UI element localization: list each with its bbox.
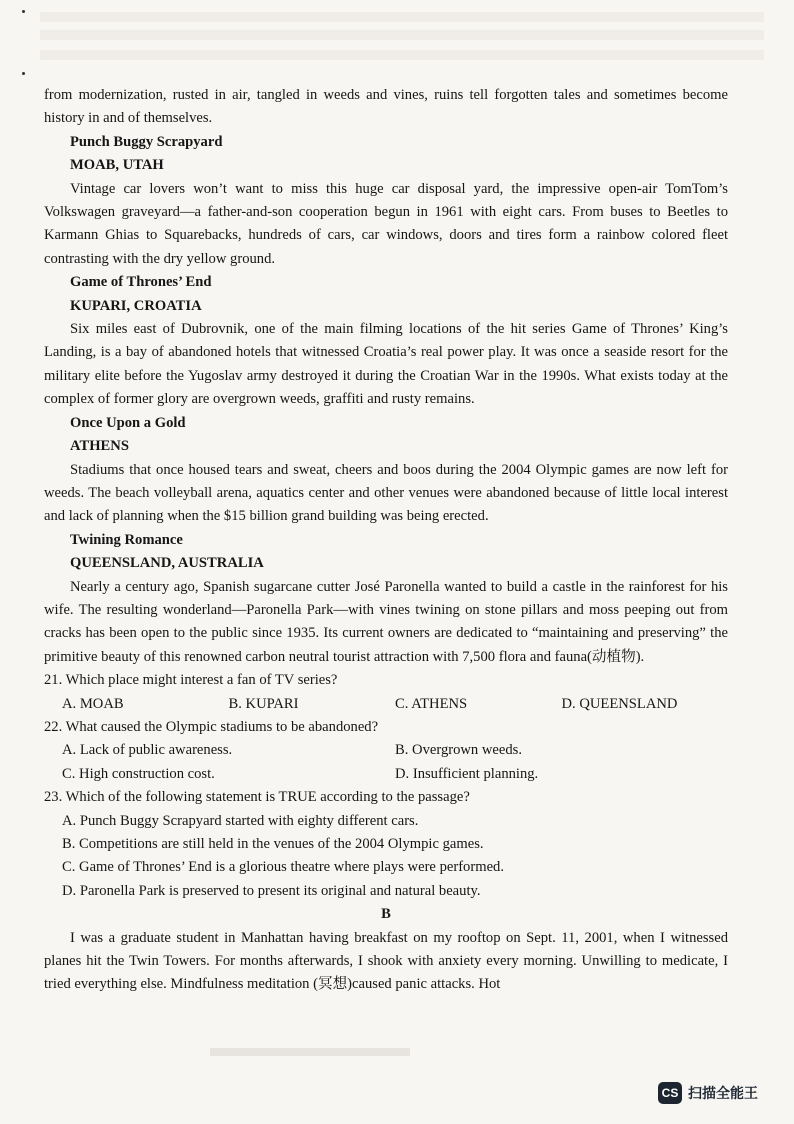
option: A. Punch Buggy Scrapyard started with eighty different cars.	[62, 812, 419, 829]
watermark-label: 扫描全能王	[688, 1086, 758, 1102]
section-text: Six miles east of Dubrovnik, one of the main filming locations of the hit series Game of Thrones’ King’s Landing, is a bay of abandoned hotels that witnessed Croatia’s real power play. It was once a seaside resort for the military elite before the Yugoslav army destroyed it during the Croatian War in the 1990s. What exists today at the complex of former glory are overgrown weeds, graffiti and rusty remains.	[44, 321, 728, 408]
passage-b-heading: B	[381, 906, 391, 923]
scanner-watermark	[658, 1082, 758, 1104]
passage-a-intro: from modernization, rusted in air, tangled in weeds and vines, ruins tell forgotten tales and sometimes become history in and of themselves.	[44, 87, 728, 127]
passage-b-text: I was a graduate student in Manhattan having breakfast on my rooftop on Sept. 11, 2001, when I witnessed planes hit the Twin Towers. For months afterwards, I shook with anxiety every morning. Unwilling to medicate, I tried everything else. Mindfulness meditation (冥想)caused panic attacks. Hot	[44, 929, 728, 993]
option: A. MOAB	[62, 695, 124, 712]
option: B. Overgrown weeds.	[395, 742, 522, 759]
question-options	[44, 693, 728, 716]
section-location: KUPARI, CROATIA	[70, 297, 202, 314]
camscanner-logo-icon: CS	[658, 1082, 682, 1104]
option: C. ATHENS	[395, 695, 468, 712]
section-title: Twining Romance	[70, 531, 183, 548]
document-page	[44, 84, 728, 997]
section-title: Game of Thrones’ End	[70, 274, 212, 291]
section-location: MOAB, UTAH	[70, 157, 164, 174]
question-stem: 23. Which of the following statement is TRUE according to the passage?	[44, 789, 470, 806]
option: C. High construction cost.	[62, 765, 215, 782]
option: D. Insufficient planning.	[395, 765, 539, 782]
scan-dot	[22, 72, 25, 75]
section-text: Stadiums that once housed tears and sweat, cheers and boos during the 2004 Olympic games are now left for weeds. The beach volleyball arena, aquatics center and other venues were abandoned because of little local interest and lack of planning when the $15 billion grand building was being erected.	[44, 461, 728, 525]
option: A. Lack of public awareness.	[62, 742, 233, 759]
section-title: Once Upon a Gold	[70, 414, 186, 431]
option: C. Game of Thrones’ End is a glorious theatre where plays were performed.	[62, 859, 504, 876]
question-options	[44, 739, 728, 762]
question-stem: 21. Which place might interest a fan of TV series?	[44, 672, 338, 689]
section-location: QUEENSLAND, AUSTRALIA	[70, 555, 264, 572]
question-options	[44, 763, 728, 786]
scan-dot	[22, 10, 25, 13]
option: D. Paronella Park is preserved to present its original and natural beauty.	[62, 882, 481, 899]
footer-smudge	[210, 1048, 410, 1056]
question-stem: 22. What caused the Olympic stadiums to be abandoned?	[44, 718, 379, 735]
option: B. Competitions are still held in the venues of the 2004 Olympic games.	[62, 836, 484, 852]
option: D. QUEENSLAND	[561, 695, 678, 712]
section-location: ATHENS	[70, 438, 129, 455]
section-title: Punch Buggy Scrapyard	[70, 133, 223, 150]
section-text: Vintage car lovers won’t want to miss this huge car disposal yard, the impressive open-air TomTom’s Volkswagen graveyard—a father-and-son cooperation begun in 1961 with eight cars. From buses to Beetles to Karmann Ghias to Squarebacks, hundreds of cars, car windows, doors and tires form a rainbow colored fleet contrasting with the dry yellow ground.	[44, 180, 728, 267]
option: B. KUPARI	[228, 695, 299, 712]
section-text: Nearly a century ago, Spanish sugarcane cutter José Paronella wanted to build a castle in the rainforest for his wife. The resulting wonderland—Paronella Park—with vines twining on stone pillars and moss peeping out from cracks has been open to the public since 1935. Its current owners are dedicated to “maintaining and preserving” the primitive beauty of this renowned carbon neutral tourist attraction with 7,500 flora and fauna(动植物).	[44, 578, 728, 665]
